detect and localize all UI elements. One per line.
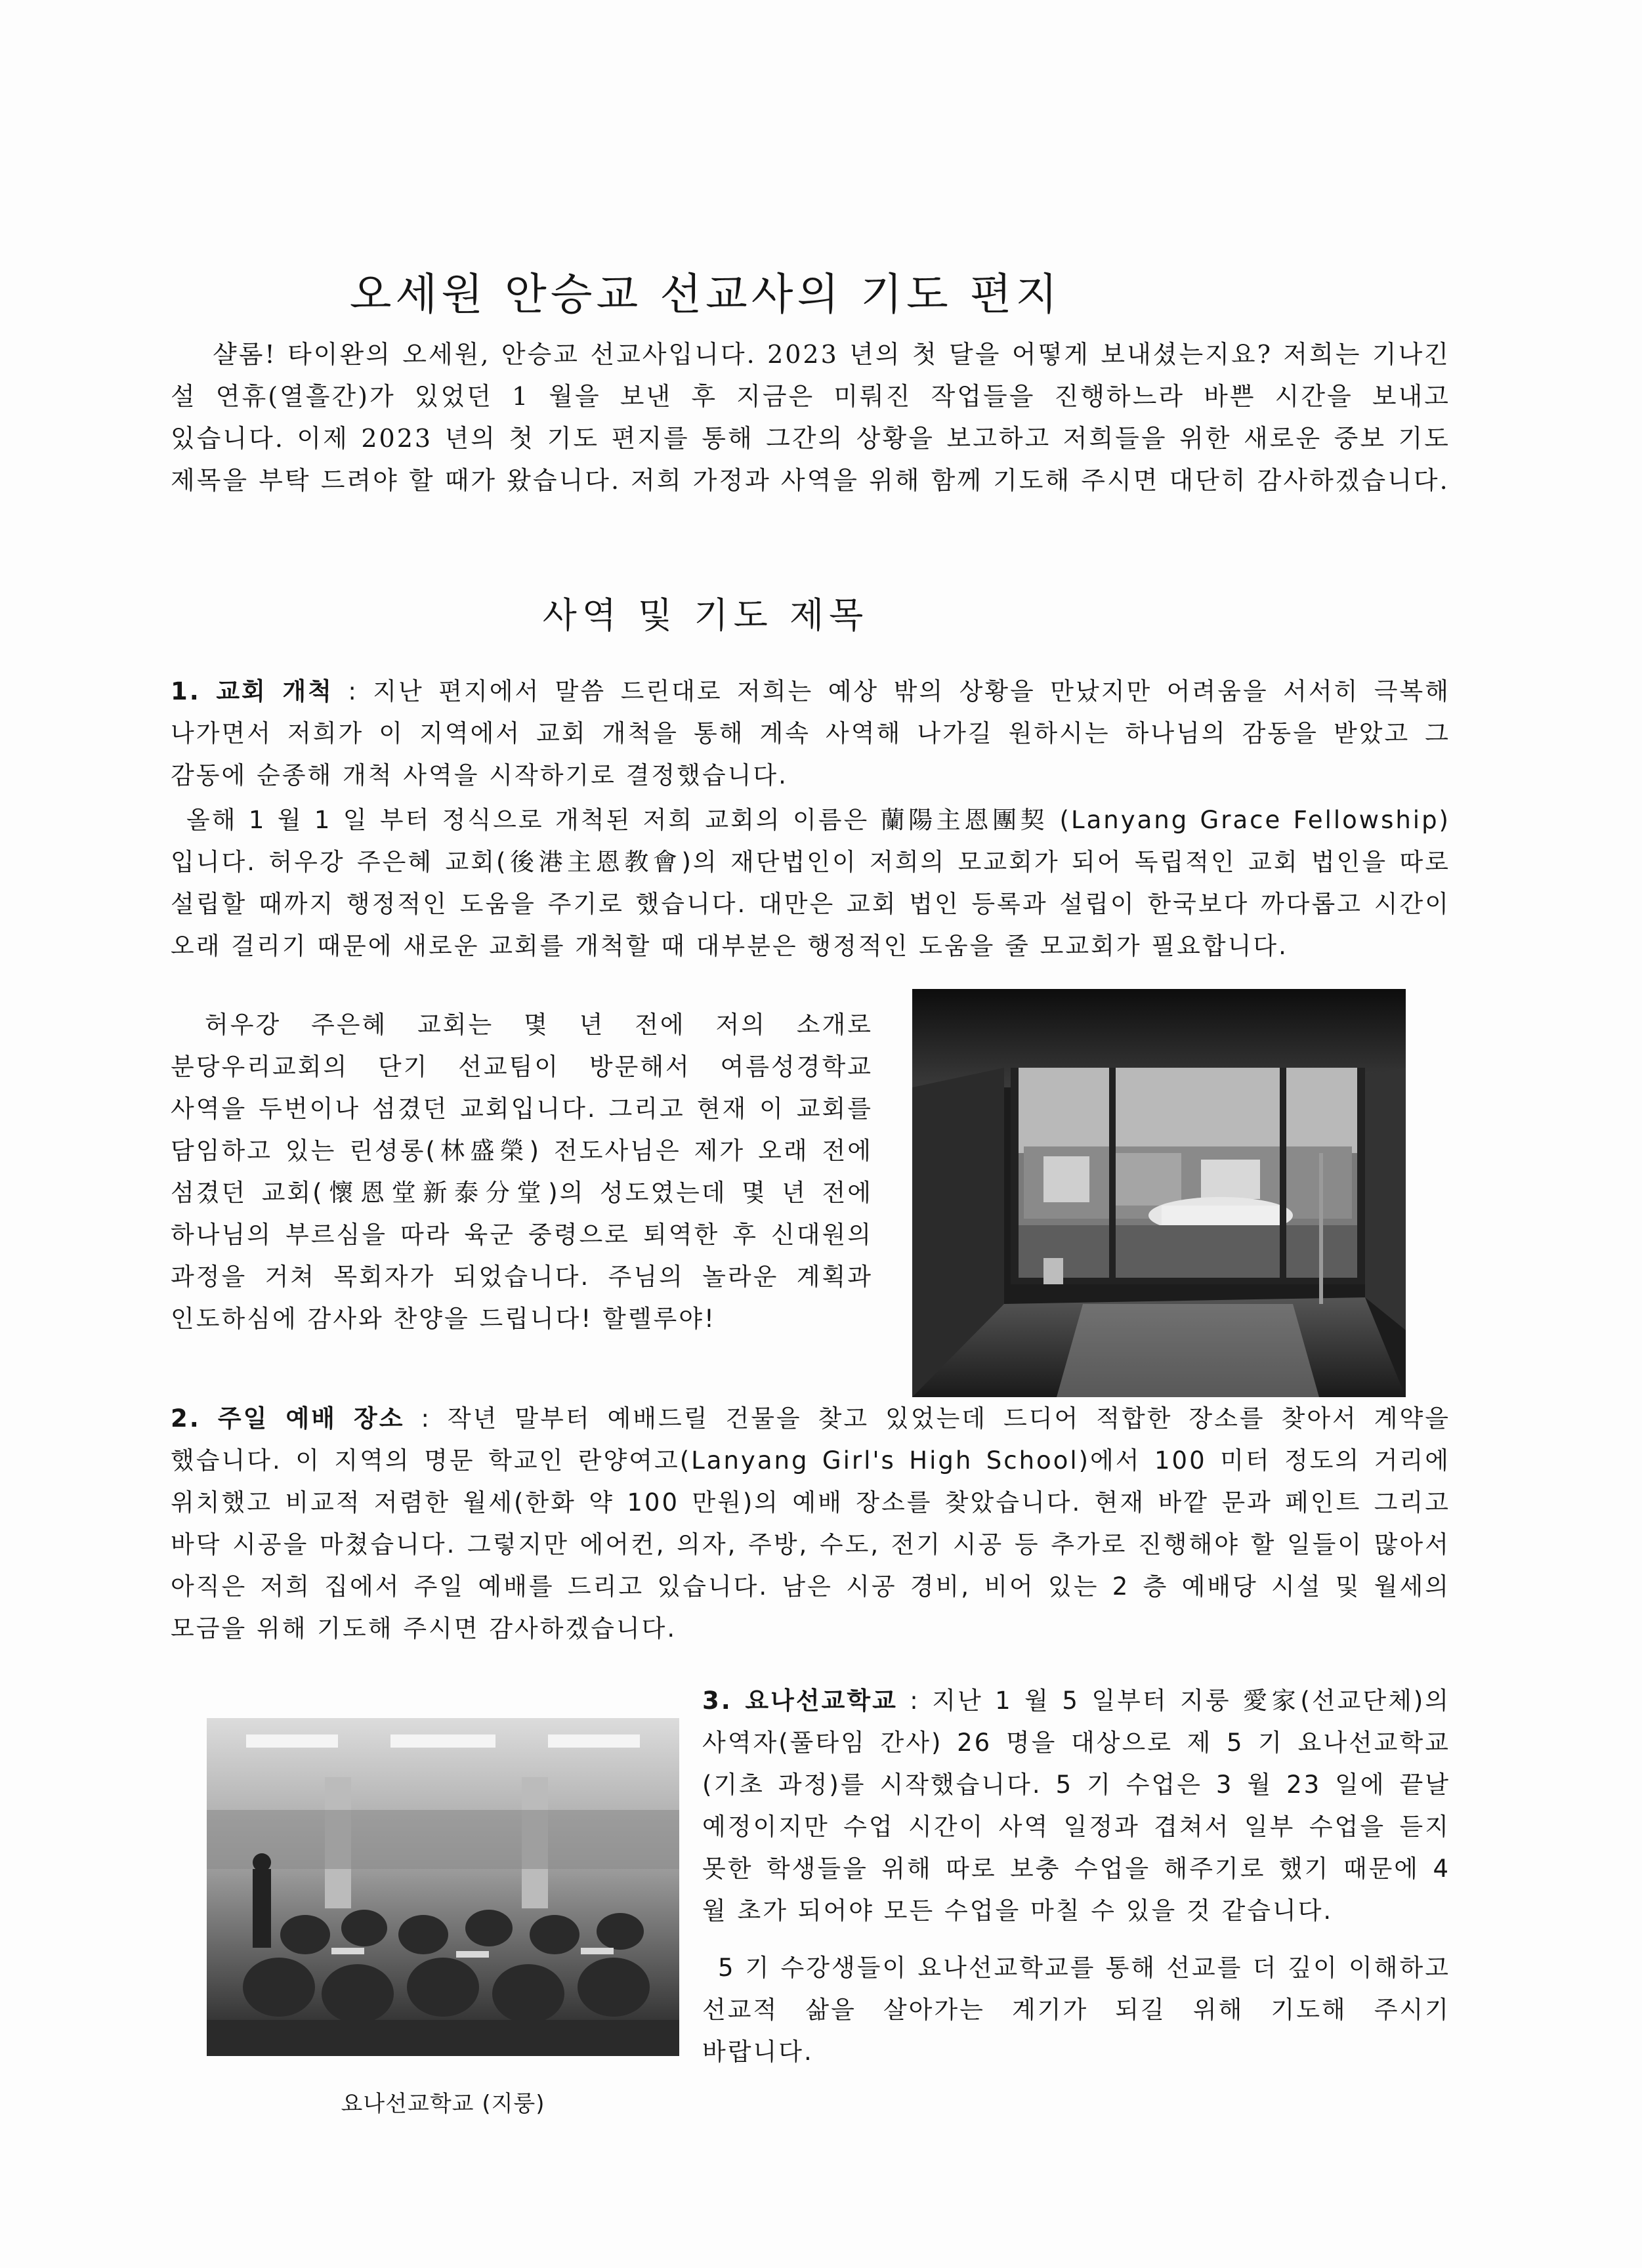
item-3-text: : 지난 1 월 5 일부터 지룽 愛家(선교단체)의 사역자(풀타임 간사) 26 명을 대상으로 제 5 기 요나선교학교(기초 과정)를 시작했습니다. 5 기 수업은 3 월 23 일에 끝날 예정이지만 수업 시간이 사역 일정과 겹쳐서 일부 수업을 듣지 못한 학생들을 위해 따로 보충 수업을 해주기로 했기 때문에 4 월 초가 되어야 모든 수업을 마칠 수 있을 것 같습니다. — [702, 1687, 1450, 1925]
section-title: 사역 및 기도 제목 — [542, 595, 869, 636]
item-1-paragraph — [171, 671, 1450, 797]
item-3-paragraph — [702, 1680, 1450, 1932]
item-1-paragraph-2: 올해 1 월 1 일 부터 정식으로 개척된 저희 교회의 이름은 蘭陽主恩團契 (Lanyang Grace Fellowship) 입니다. 허우강 주은혜 교회(後港主恩教會)의 재단법인이 저희의 모교회가 되어 독립적인 교회 법인을 따로 설립할 때까지 행정적인 도움을 주기로 했습니다. 대만은 교회 법인 등록과 설립이 한국보다 까다롭고 시간이 오래 걸리기 때문에 새로운 교회를 개척할 때 대부분은 행정적인 도움을 줄 모교회가 필요합니다. — [171, 806, 1450, 960]
church-interior-photo — [912, 989, 1406, 1397]
item-2-heading: 2. 주일 예배 장소 — [171, 1404, 405, 1433]
letter-title: 오세원 안승교 선교사의 기도 편지 — [349, 269, 1062, 320]
item-2-paragraph — [171, 1398, 1450, 1650]
classroom-photo-caption: 요나선교학교 (지룽) — [341, 2091, 545, 2117]
classroom-photo — [207, 1718, 679, 2056]
item-1-text: : 지난 편지에서 말씀 드린대로 저희는 예상 밖의 상황을 만났지만 어려움을 서서히 극복해 나가면서 저희가 이 지역에서 교회 개척을 통해 계속 사역해 나가길 원하시는 하나님의 감동을 받았고 그 감동에 순종해 개척 사역을 시작하기로 결정했습니다. — [171, 677, 1450, 789]
item-2-text: : 작년 말부터 예배드릴 건물을 찾고 있었는데 드디어 적합한 장소를 찾아서 계약을 했습니다. 이 지역의 명문 학교인 란양여고(Lanyang Girl's High School)에서 100 미터 정도의 거리에 위치했고 비교적 저렴한 월세(한화 약 100 만원)의 예배 장소를 찾았습니다. 현재 바깥 문과 페인트 그리고 바닥 시공을 마쳤습니다. 그렇지만 에어컨, 의자, 주방, 수도, 전기 시공 등 추가로 진행해야 할 일들이 많아서 아직은 저희 집에서 주일 예배를 드리고 있습니다. 남은 시공 경비, 비어 있는 2 층 예배당 시설 및 월세의 모금을 위해 기도해 주시면 감사하겠습니다. — [171, 1404, 1450, 1643]
item-3-heading: 3. 요나선교학교 — [702, 1687, 898, 1715]
item-1-paragraph-3: 허우강 주은혜 교회는 몇 년 전에 저의 소개로 분당우리교회의 단기 선교팀이 방문해서 여름성경학교 사역을 두번이나 섬겼던 교회입니다. 그리고 현재 이 교회를 담임하고 있는 린셩롱(林盛榮) 전도사님은 제가 오래 전에 섬겼던 교회(懷恩堂新泰分堂)의 성도였는데 몇 년 전에 하나님의 부르심을 따라 육군 중령으로 퇴역한 후 신대원의 과정을 거쳐 목회자가 되었습니다. 주님의 놀라운 계획과 인도하심에 감사와 찬양을 드립니다! 할렐루야! — [171, 1011, 873, 1333]
intro-paragraph: 샬롬! 타이완의 오세원, 안승교 선교사입니다. 2023 년의 첫 달을 어떻게 보내셨는지요? 저희는 기나긴 설 연휴(열흘간)가 있었던 1 월을 보낸 후 지금은 미뤄진 작업들을 진행하느라 바쁜 시간을 보내고 있습니다. 이제 2023 년의 첫 기도 편지를 통해 그간의 상황을 보고하고 저희들을 위한 새로운 중보 기도 제목을 부탁 드려야 할 때가 왔습니다. 저희 가정과 사역을 위해 함께 기도해 주시면 대단히 감사하겠습니다. — [171, 340, 1450, 495]
item-1-heading: 1. 교회 개척 — [171, 677, 333, 705]
item-3-paragraph-2: 5 기 수강생들이 요나선교학교를 통해 선교를 더 깊이 이해하고 선교적 삶을 살아가는 계기가 되길 위해 기도해 주시기 바랍니다. — [702, 1954, 1450, 2066]
